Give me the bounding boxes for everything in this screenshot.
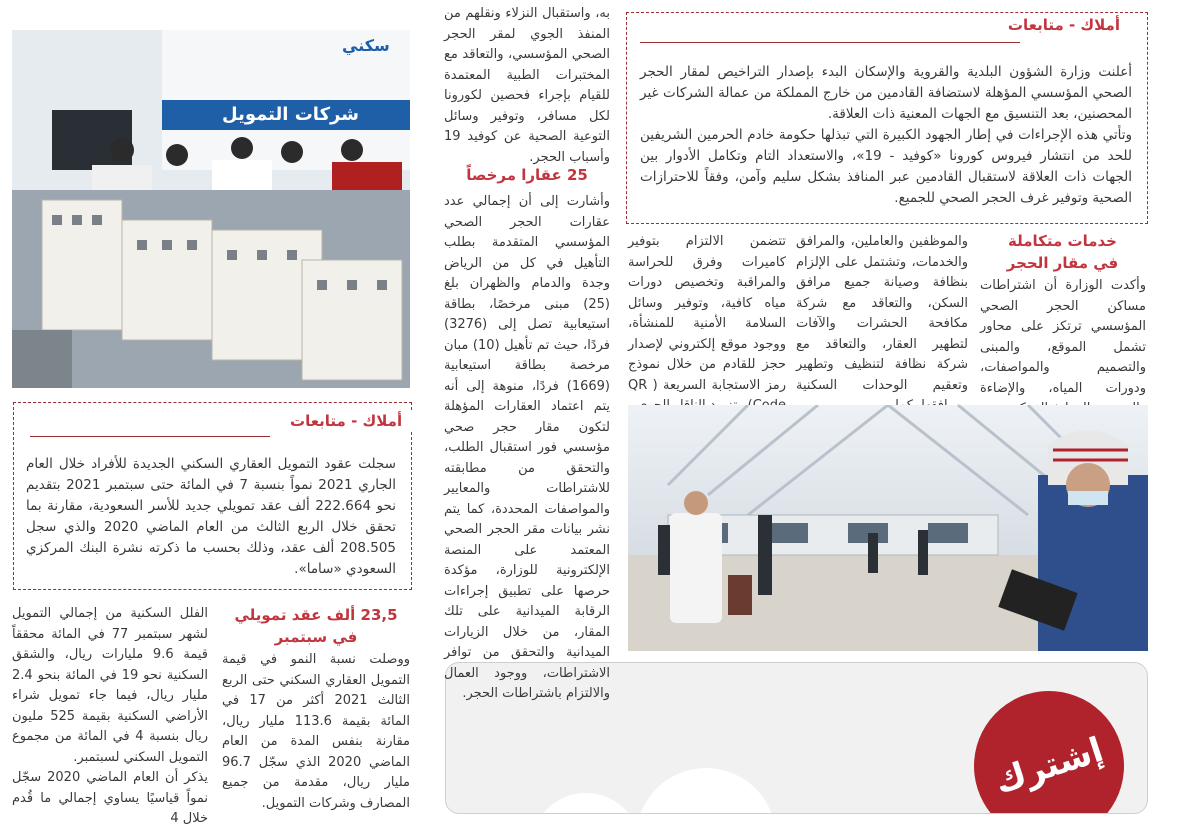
contracts-col-left: الفلل السكنية من إجمالي التمويل لشهر سبتمبر 77 في المائة محققاً قيمة 9.6 مليارات ريال، والشقق السكنية نحو 19 في المائة بنحو 2.4 مليار ريال، فيما جاء تمويل شراء الأراضي السكنية بقيمة 525 مليون ريال بنسبة 4 في المائة من مجموع التمويل السكني لسبتمبر. يذكر أن العام الماضي 2020 سجّل نمواً قياسيًا يساوي إجمالي ما قُدم خلال 4 (12, 606, 208, 826)
exhibition-photo (12, 30, 410, 388)
top-box-label: أملاك - متابعات (998, 16, 1130, 34)
middle-top-text: به، واستقبال النزلاء ونقلهم من المنفذ الجوي لمقر الحجر الصحي المؤسسي، والتعاقد مع المختبرات الطبية المعتمدة للقيام بإجراء فحصين لكورونا لكل مسافر، وتوفير وسائل التوعية الصحية عن كوفيد 19 وأسباب الحجر. (444, 6, 610, 165)
top-box-text: أعلنت وزارة الشؤون البلدية والقروية والإسكان البدء بإصدار التراخيص لمقار الحجر الصحي المؤسسي المؤهلة لاستضافة القادمين من خارج المملكة من عمالة الشركات غير المحصنين، بعد التنسيق مع الجهات المعنية ذات العلاقة. وتأتي هذه الإجراءات في إطار الجهود الكبيرة التي تبذلها حكومة خادم الحرمين الشريفين للحد من انتشار فيروس كورونا «كوفيد - 19»، والاستعداد التام وتكامل الأدوار بين الجهات ذات العلاقة لاستقبال القادمين عبر المنافذ بشكل سليم وآمن، وفقاً للاحترازات الصحية وتوفير غرف الحجر الصحي للجميع. (640, 64, 1132, 206)
licensed-heading: 25 عقارا مرخصاً (466, 166, 588, 184)
contracts-col-right: ووصلت نسبة النمو في قيمة التمويل العقاري السكني حتى الربع الثالث 2021 أكثر من 17 في المائة بقيمة 113.6 مليار ريال، مقارنة بنفس المدة من العام الماضي 2020 الذي سجّل 96.7 مليار ريال، مقدمة من جميع المصارف وشركات التمويل. (222, 652, 410, 811)
services-col2: والموظفين والعاملين، والمرافق والخدمات، وتشتمل على الإلزام بنظافة وصيانة جميع مرافق السكن، والتعاقد مع شركة مكافحة الحشرات والآفات لتطهير العقار، والتعاقد مع شركة نظافة لتنظيف وتطهير وتعقيم الوحدات السكنية (796, 234, 968, 393)
airport-photo (628, 405, 1148, 651)
top-box-divider (640, 42, 1020, 43)
finance-box-label: أملاك - متابعات (280, 412, 412, 430)
services-heading: خدمات متكاملة في مقار الحجر (1006, 232, 1119, 272)
exhibition-sign-text: شركات التمويل (222, 104, 359, 125)
contracts-heading: 23,5 ألف عقد تمويلي في سبتمبر (234, 606, 398, 646)
middle-body-text: وأشارت إلى أن إجمالي عدد عقارات الحجر الصحي المؤسسي المتقدمة بطلب التأهيل في كل من الرياض وجدة والدمام والظهران بلغ (25) مبنى مرخصًا، بطاقة استيعابية تصل إلى (3276) فردًا، حيث تم تأهيل (10) مبان مرخصة بطاقة استيعابية (1669) فردًا، منوهة إلى أنه يتم اعتماد العقارات المؤهلة لتكون مقار حجر صحي مؤسسي فور استقبال الطلب، والتحقق من مطابقته للاشتراطات والمعايير والمواصفات المحددة، كما يتم نشر بيانات مقر الحجر الصحي المعتمد على المنصة الإلكترونية للوزارة، مؤكدة حرصها على تطبيق إجراءات الرقابة الميدانية على تلك المقار، من خلال الزيارات الميدانية والتحقق من توافر الاشتراطات، ووجود العمال والالتزام باشتراطات الحجر. (444, 194, 610, 701)
exhibition-sign-logo: سكني (342, 36, 390, 55)
finance-box-text: سجلت عقود التمويل العقاري السكني الجديدة للأفراد خلال العام الجاري 2021 نمواً بنسبة 7 في المائة حتى سبتمبر 2021 بتقديم نحو 222.664 ألف عقد تمويلي جديد للأسر السعودية، مقارنة بما تحقق خلال الربع الثالث من العام الماضي 2020 والذي سجل 208.505 ألف عقد، وذلك بحسب ما ذكرته نشرة البنك المركزي السعودي «ساما». (26, 456, 396, 577)
subscribe-badge[interactable]: إشترك (954, 671, 1143, 814)
services-col3: تتضمن الالتزام بتوفير كاميرات وفرق للحراسة والمراقبة وتخصيص دورات مياه كافية، وتوفير وسائل السلامة الأمنية للمنشأة، ووجود موقع إلكتروني لإصدار حجز للقادم من خلال نموذج رمز الاستجابة السريعة ( QR (628, 234, 786, 393)
services-col1: وأكدت الوزارة أن اشتراطات مساكن الحجر الصحي المؤسسي ترتكز على محاور تشمل الموقع، والمبنى والتصميم والمواصفات، ودورات المياه، والإضاءة (980, 278, 1146, 396)
finance-box-divider (30, 436, 270, 437)
